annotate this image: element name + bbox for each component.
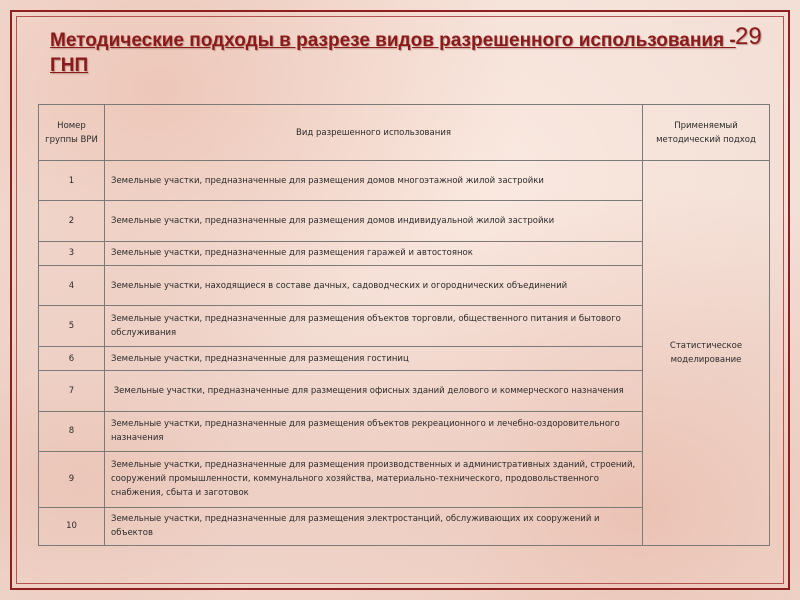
row-description: Земельные участки, предназначенные для размещения объектов рекреационного и лечебно-оздоровительного назначения [105,411,643,451]
row-number: 2 [39,201,105,241]
row-description: Земельные участки, предназначенные для размещения офисных зданий делового и коммерческого назначения [105,371,643,411]
row-number: 7 [39,371,105,411]
row-description: Земельные участки, предназначенные для размещения гаражей и автостоянок [105,241,643,265]
header-permitted-use: Вид разрешенного использования [105,105,643,161]
slide-title: Методические подходы в разрезе видов разрешенного использования - ГНП [50,30,736,76]
row-number: 8 [39,411,105,451]
row-description: Земельные участки, находящиеся в составе дачных, садоводческих и огороднических объединений [105,266,643,306]
row-number: 9 [39,451,105,507]
vri-methods-table [38,104,770,546]
row-number: 5 [39,306,105,346]
row-number: 3 [39,241,105,265]
header-group-number: Номер группы ВРИ [39,105,105,161]
row-number: 6 [39,346,105,370]
row-number: 10 [39,507,105,546]
row-description: Земельные участки, предназначенные для размещения электростанций, обслуживающих их сооружений и объектов [105,507,643,546]
row-description: Земельные участки, предназначенные для размещения производственных и административных зданий, строений, сооружений промышленности, коммунального хозяйства, материально-технического, продовольственного снабжения, сбыта и заготовок [105,451,643,507]
table-row [39,161,770,201]
row-number: 1 [39,161,105,201]
page-number: 29 [735,23,762,50]
row-description: Земельные участки, предназначенные для размещения домов многоэтажной жилой застройки [105,161,643,201]
header-method: Применяемый методический подход [643,105,770,161]
row-number: 4 [39,266,105,306]
row-description: Земельные участки, предназначенные для размещения гостиниц [105,346,643,370]
row-description: Земельные участки, предназначенные для размещения объектов торговли, общественного питания и бытового обслуживания [105,306,643,346]
method-cell: Статистическое моделирование [643,161,770,546]
row-description: Земельные участки, предназначенные для размещения домов индивидуальной жилой застройки [105,201,643,241]
table-header-row [39,105,770,161]
